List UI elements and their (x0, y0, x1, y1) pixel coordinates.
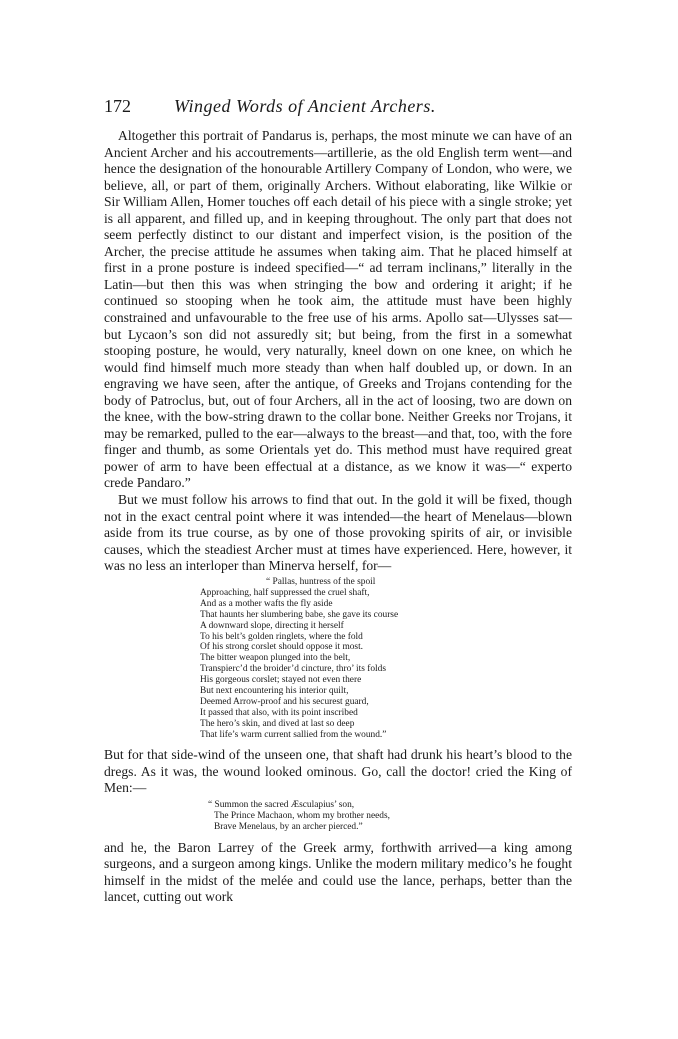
page-header (104, 96, 572, 122)
paragraph-pandarus-portrait: Altogether this portrait of Pandarus is, perhaps, the most minute we can have of an Ancient Archer and his accoutrements—artillerie, as the old English term went—and hence the designation of the honourable Artillery Company of London, who were, we believe, all, or part of them, originally Archers. Without elaborating, like Wilkie or Sir William Allen, Homer touches off each detail of his piece with a single stroke; yet is all apparent, and filled up, and in keeping throughout. The only part that does not seem perfectly distinct to our distant and imperfect vision, is the position of the Archer, the precise attitude he assumes when taking aim. That he placed himself at first in a prone posture is indeed specified—“ ad terram inclinans,” literally in the Latin—but then this was when stringing the bow and ordering it aright; if he continued so stooping when he took aim, the attitude must have been highly constrained and unfavourable to the free use of his arms. Apollo sat—Ulysses sat—but Lycaon’s son did not assuredly sit; but being, from the first in a somewhat stooping posture, he would, very naturally, kneel down on one knee, on which he would find himself much more steady than when half doubled up, or down. In an engraving we have seen, after the antique, of Greeks and Trojans contending for the body of Patroclus, but, out of four Archers, all in the act of loosing, two are down on the knee, with the bow-string drawn to the collar bone. Neither Greeks nor Trojans, it may be remarked, pulled to the ear—always to the breast—and that, too, with the fore finger and thumb, as some Orientals yet do. This method must have required great power of arm to have been effectual at a distance, as we know it was—“ experto crede Pandaro.” (104, 128, 572, 491)
verse-line: “ Summon the sacred Æsculapius’ son, (208, 799, 355, 810)
verse-line: That life’s warm current sallied from the wound.” (200, 730, 387, 741)
running-title: Winged Words of Ancient Archers. (174, 96, 436, 116)
paragraph-baron-larrey: and he, the Baron Larrey of the Greek army, forthwith arrived—a king among surgeons, and a surgeon among kings. Unlike the modern military medico’s he fought himself in the midst of the melée and could use the lance, perhaps, better than the lancet, cutting out work (104, 839, 572, 905)
paragraph-follow-arrows: But we must follow his arrows to find that out. In the gold it will be fixed, though not in the exact central point where it was intended—the heart of Menelaus—blown aside from its true course, as by one of those provoking spirits of air, or invisible causes, which the steadiest Archer must at times have experienced. Here, however, it was no less an interloper than Minerva herself, for— (104, 492, 572, 574)
verse-line: And as a mother wafts the fly aside (200, 598, 333, 609)
page-number: 172 (104, 96, 131, 116)
verse-line: The hero’s skin, and dived at last so deep (200, 719, 355, 730)
verse-line: To his belt’s golden ringlets, where the fold (200, 631, 363, 642)
verse-line: “ Pallas, huntress of the spoil (266, 576, 376, 587)
verse-line: Approaching, half suppressed the cruel shaft, (200, 587, 370, 598)
verse-line: It passed that also, with its point inscribed (200, 708, 358, 719)
verse-quotation-pallas (200, 577, 572, 741)
verse-line: The Prince Machaon, whom my brother needs, (214, 810, 390, 821)
verse-line: Transpierc’d the broider’d cincture, thro’ its folds (200, 664, 386, 675)
verse-line: Deemed Arrow-proof and his securest guard, (200, 697, 369, 708)
verse-quotation-machaon (208, 800, 572, 833)
paragraph-side-wind: But for that side-wind of the unseen one, that shaft had drunk his heart’s blood to the dregs. As it was, the wound looked ominous. Go, call the doctor! cried the King of Men:— (104, 747, 572, 796)
verse-line: The bitter weapon plunged into the belt, (200, 653, 351, 664)
verse-line: But next encountering his interior quilt, (200, 686, 349, 697)
verse-line: Brave Menelaus, by an archer pierced.” (214, 821, 363, 832)
verse-line: That haunts her slumbering babe, she gave its course (200, 609, 399, 620)
verse-line: His gorgeous corslet; stayed not even there (200, 675, 362, 686)
verse-line: A downward slope, directing it herself (200, 620, 344, 631)
book-page (104, 96, 572, 906)
verse-line: Of his strong corslet should oppose it most. (200, 642, 364, 653)
